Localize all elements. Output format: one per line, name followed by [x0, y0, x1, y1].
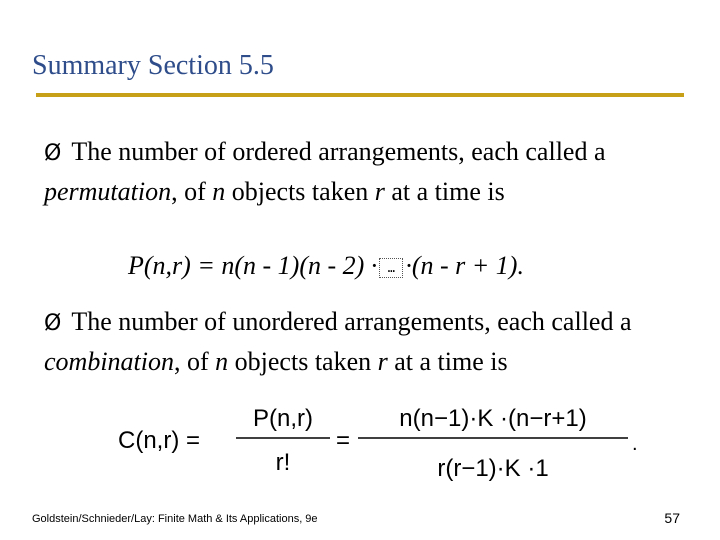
bullet-text: at a time is: [387, 347, 508, 376]
slide-title: Summary Section 5.5: [32, 50, 274, 81]
var-n: n: [215, 347, 229, 376]
bullet-text: , of: [174, 347, 216, 376]
var-n: n: [212, 177, 226, 206]
title-underline: [36, 93, 684, 97]
ellipsis-icon: …: [379, 258, 403, 278]
bullet-text: objects taken: [228, 347, 378, 376]
bullet-permutation: [44, 133, 680, 211]
bullet-combination: [44, 303, 680, 381]
term-permutation: permutation: [44, 177, 172, 206]
combination-formula: [118, 398, 658, 493]
formula-c-equals: =: [336, 427, 351, 454]
fraction2-denominator: r(r−1)·K ·1: [437, 455, 549, 482]
var-r: r: [377, 347, 388, 376]
bullet-text: , of: [171, 177, 213, 206]
bullet-text: objects taken: [225, 177, 375, 206]
term-combination: combination: [44, 347, 174, 376]
bullet-text: The number of unordered arrangements, each called a: [71, 307, 632, 336]
formula-c-lhs: C(n,r) =: [118, 427, 201, 454]
bullet-text: at a time is: [384, 177, 505, 206]
fraction1-denominator: r!: [275, 449, 291, 476]
formula-lhs: P(n,r) = n(n - 1)(n - 2) ·: [128, 251, 378, 280]
formula-rhs: ·(n - r + 1).: [405, 251, 524, 280]
permutation-formula: [128, 251, 524, 281]
bullet-arrow-icon: Ø: [44, 311, 62, 336]
fraction2-numerator: n(n−1)·K ·(n−r+1): [399, 405, 587, 432]
page-number: 57: [664, 510, 680, 526]
fraction1-numerator: P(n,r): [253, 405, 313, 432]
var-r: r: [374, 177, 385, 206]
bullet-arrow-icon: Ø: [44, 141, 62, 166]
formula-c-period: .: [632, 433, 638, 455]
footer-citation: Goldstein/Schnieder/Lay: Finite Math & Its Applications, 9e: [32, 513, 318, 525]
bullet-text: The number of ordered arrangements, each called a: [71, 137, 606, 166]
